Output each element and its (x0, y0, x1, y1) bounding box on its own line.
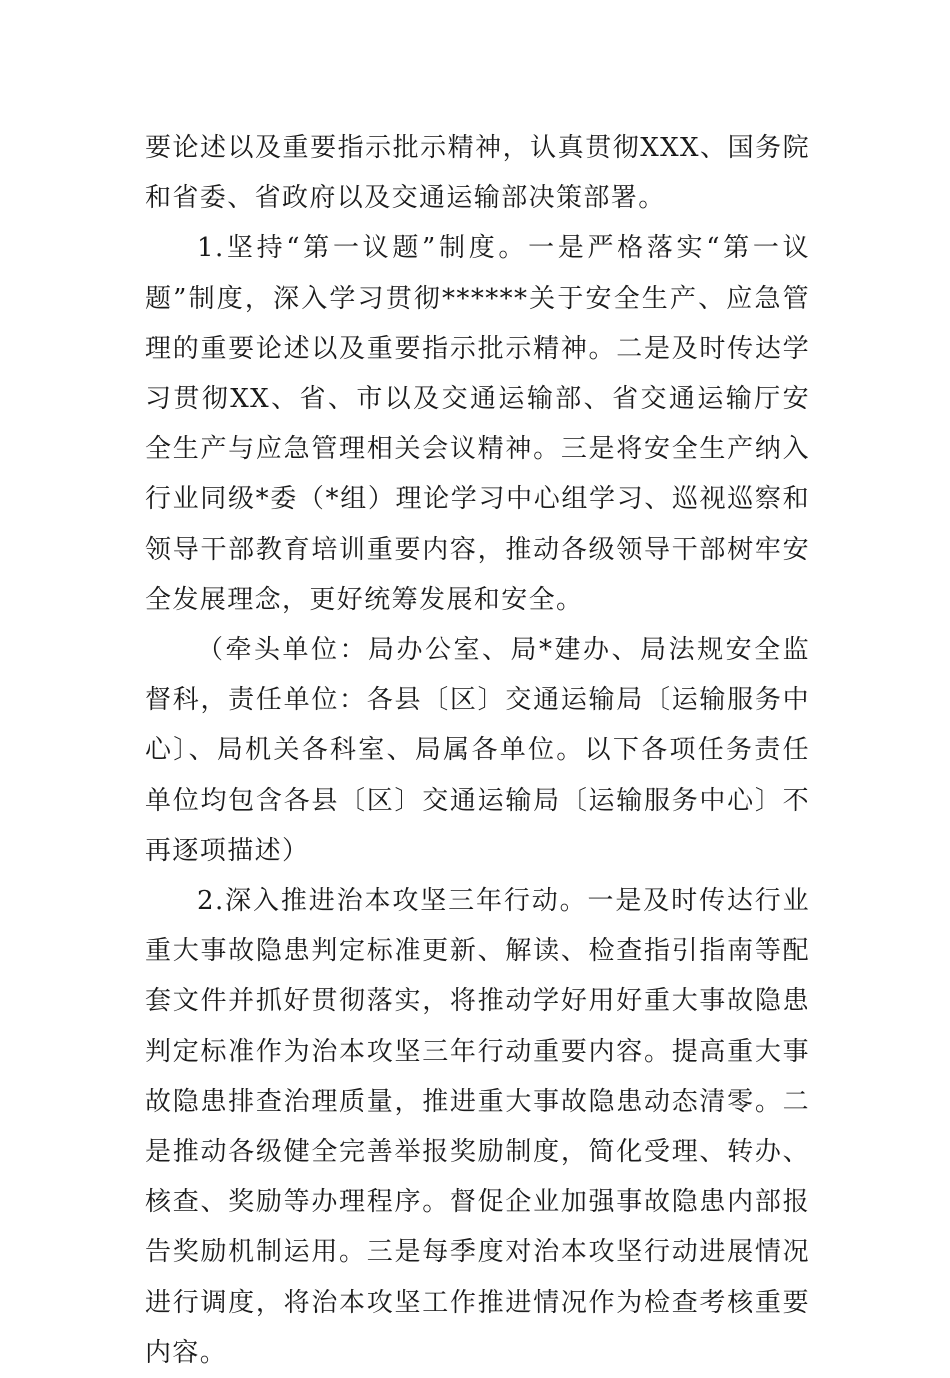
paragraph-item-2-three-year-action: 2.深入推进治本攻坚三年行动。一是及时传达行业重大事故隐患判定标准更新、解读、检查指引指南等配套文件并抓好贯彻落实，将推动学好用好重大事故隐患判定标准作为治本攻坚三年行动重要内容。提高重大事故隐患排查治理质量，推进重大事故隐患动态清零。二是推动各级健全完善举报奖励制度，简化受理、转办、核查、奖励等办理程序。督促企业加强事故隐患内部报告奖励机制运用。三是每季度对治本攻坚行动进展情况进行调度，将治本攻坚工作推进情况作为检查考核重要内容。 (145, 886, 810, 1368)
paragraph-continuation: 要论述以及重要指示批示精神，认真贯彻XXX、国务院和省委、省政府以及交通运输部决策部署。 (145, 133, 810, 214)
paragraph-responsible-units: （牵头单位：局办公室、局*建办、局法规安全监督科，责任单位：各县〔区〕交通运输局〔运输服务中心〕、局机关各科室、局属各单位。以下各项任务责任单位均包含各县〔区〕交通运输局〔运输服务中心〕不再逐项描述） (145, 635, 810, 866)
paragraph-item-1-first-topic: 1.坚持“第一议题”制度。一是严格落实“第一议题”制度，深入学习贯彻******关于安全生产、应急管理的重要论述以及重要指示批示精神。二是及时传达学习贯彻XX、省、市以及交通运输部、省交通运输厅安全生产与应急管理相关会议精神。三是将安全生产纳入行业同级*委（*组）理论学习中心组学习、巡视巡察和领导干部教育培训重要内容，推动各级领导干部树牢安全发展理念，更好统筹发展和安全。 (145, 233, 810, 615)
document-body (145, 123, 810, 1378)
